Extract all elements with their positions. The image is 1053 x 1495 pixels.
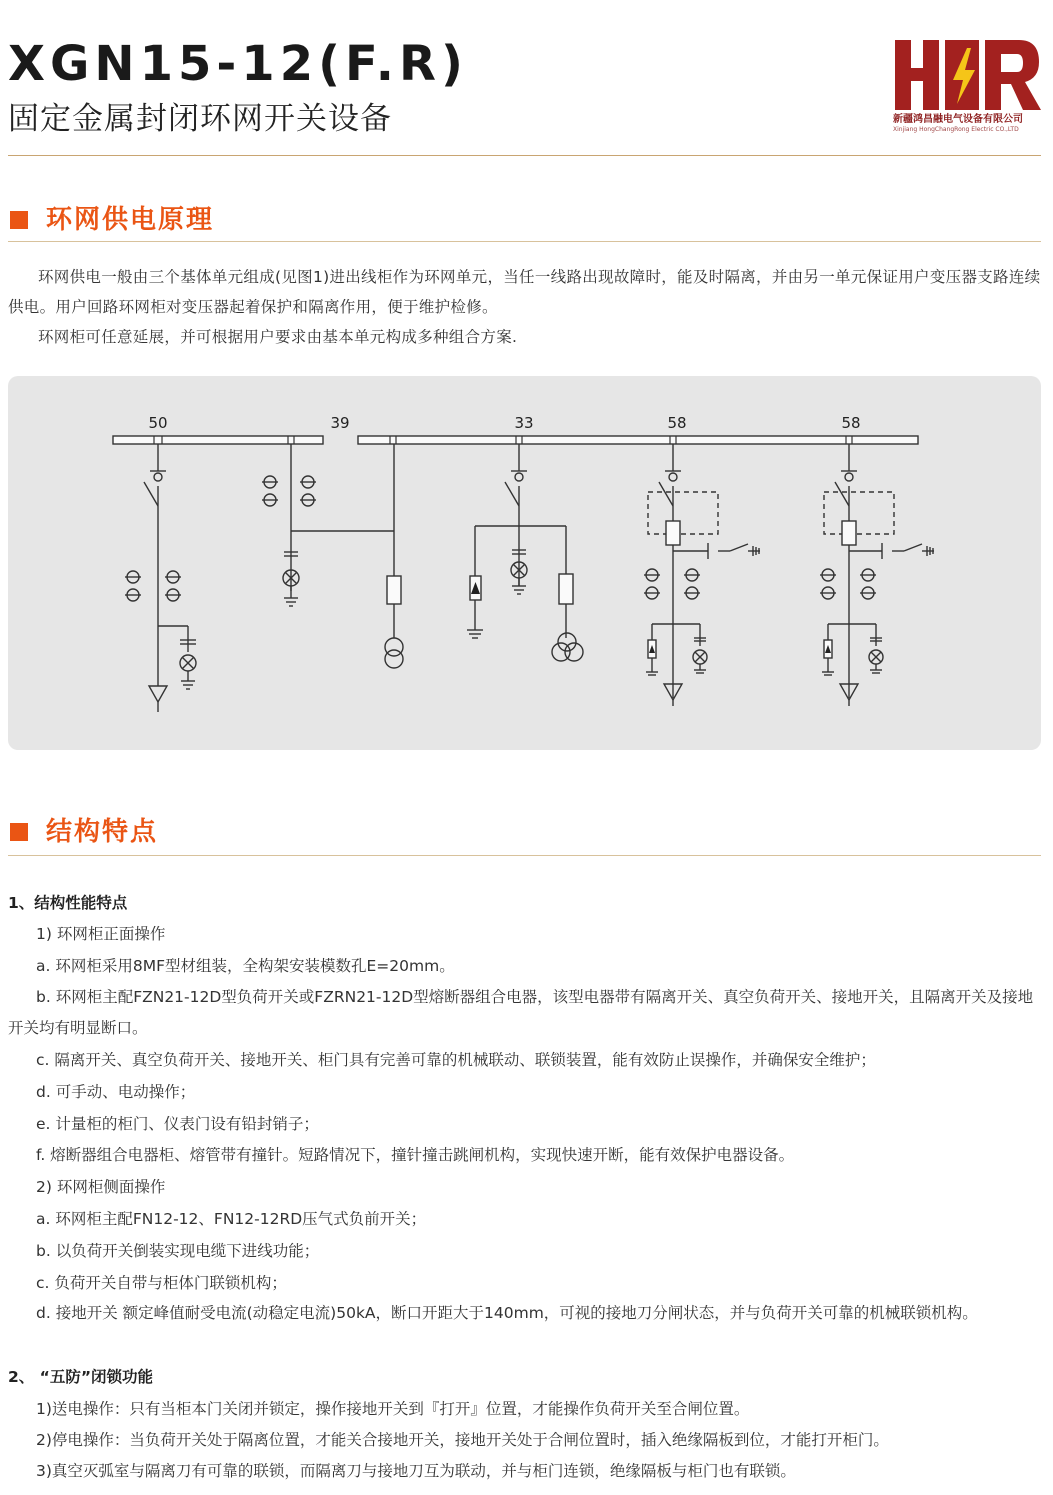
transformer-branch [385, 444, 403, 668]
interlock-item: 1)送电操作：只有当柜本门关闭并锁定，操作接地开关到『打开』位置，才能操作负荷开关至合闸位置。 [36, 1400, 750, 1418]
logo-company-name-en: Xinjiang HongChangRong Electric CO.,LTD [893, 126, 1019, 133]
logo-company-name: 新疆鸿昌融电气设备有限公司 [893, 114, 1023, 125]
interlock-item: 3)真空灭弧室与隔离刀有可靠的联锁，而隔离刀与接地刀互为联动，并与柜门连锁，绝缘隔板与柜门也有联锁。 [36, 1462, 796, 1480]
feature-item: f. 熔断器组合电器柜、熔管带有撞针。短路情况下，撞针撞击跳闸机构，实现快速开断，能有效保护电器设备。 [36, 1146, 795, 1164]
paragraph-ring-supply-1: 环网供电一般由三个基体单元组成(见图1)进出线柜作为环网单元，当任一线路出现故障时，能及时隔离，并由另一单元保证用户变压器支路连续供电。用户回路环网柜对变压器起着保护和隔离作用，便于维护检修。 [8, 268, 1041, 316]
feature-item: d. 可手动、电动操作； [36, 1083, 196, 1101]
cubicle-1-circuit [125, 444, 196, 712]
cubicle-label-1: 50 [148, 414, 168, 432]
feature-subheading-side: 2) 环网柜侧面操作 [36, 1178, 166, 1196]
cubicle-label-4: 58 [667, 414, 687, 432]
cubicle-3-circuit [467, 444, 583, 661]
feature-item: c. 负荷开关自带与柜体门联锁机构； [36, 1274, 287, 1292]
feature-item: d. 接地开关 额定峰值耐受电流(动稳定电流)50kA，断口开距大于140mm，可视的接地刀分闸状态，并与负荷开关可靠的机械联锁机构。 [36, 1304, 978, 1322]
section-title-ring-supply: 环网供电原理 [46, 205, 215, 235]
feature-item: b. 以负荷开关倒装实现电缆下进线功能； [36, 1242, 320, 1260]
feature-item: b. 环网柜主配FZN21-12D型负荷开关或FZRN21-12D型熔断器组合电器，该型电器带有隔离开关、真空负荷开关、接地开关，且隔离开关及接地开关均有明显断口。 [8, 988, 1034, 1037]
section-marker [10, 823, 28, 841]
cubicle-4-circuit [644, 444, 760, 706]
feature-heading-2: 2、 “五防”闭锁功能 [8, 1368, 154, 1386]
cubicle-label-5: 58 [841, 414, 861, 432]
feature-heading-1: 1、结构性能特点 [8, 894, 128, 912]
busbar-right [358, 436, 918, 444]
cubicle-5-circuit [820, 444, 934, 706]
cubicle-2-circuit [262, 444, 394, 606]
section-divider [8, 855, 1041, 856]
busbar-left [113, 436, 323, 444]
paragraph-ring-supply-2: 环网柜可任意延展，并可根据用户要求由基本单元构成多种组合方案. [38, 328, 518, 346]
section-divider [8, 241, 1041, 242]
cubicle-label-3: 33 [514, 414, 534, 432]
feature-subheading-front: 1) 环网柜正面操作 [36, 925, 166, 943]
section-title-structure: 结构特点 [46, 817, 159, 847]
feature-item: e. 计量柜的柜门、仪表门设有铅封销子； [36, 1115, 319, 1133]
feature-item: c. 隔离开关、真空负荷开关、接地开关、柜门具有完善可靠的机械联动、联锁装置，能有效防止误操作，并确保安全维护； [36, 1051, 876, 1069]
ring-network-circuit-diagram [8, 376, 1041, 750]
product-model-title: XGN15-12(F.R) [8, 36, 468, 92]
section-marker [10, 211, 28, 229]
product-subtitle: 固定金属封闭环网开关设备 [8, 101, 392, 137]
header-divider [8, 155, 1041, 156]
cubicle-label-2: 39 [330, 414, 350, 432]
feature-item: a. 环网柜主配FN12-12、FN12-12RD压气式负前开关； [36, 1210, 427, 1228]
feature-item: a. 环网柜采用8MF型材组装，全构架安装模数孔E=20mm。 [36, 957, 455, 975]
interlock-item: 2)停电操作：当负荷开关处于隔离位置，才能关合接地开关，接地开关处于合闸位置时，插入绝缘隔板到位，才能打开柜门。 [36, 1431, 889, 1449]
